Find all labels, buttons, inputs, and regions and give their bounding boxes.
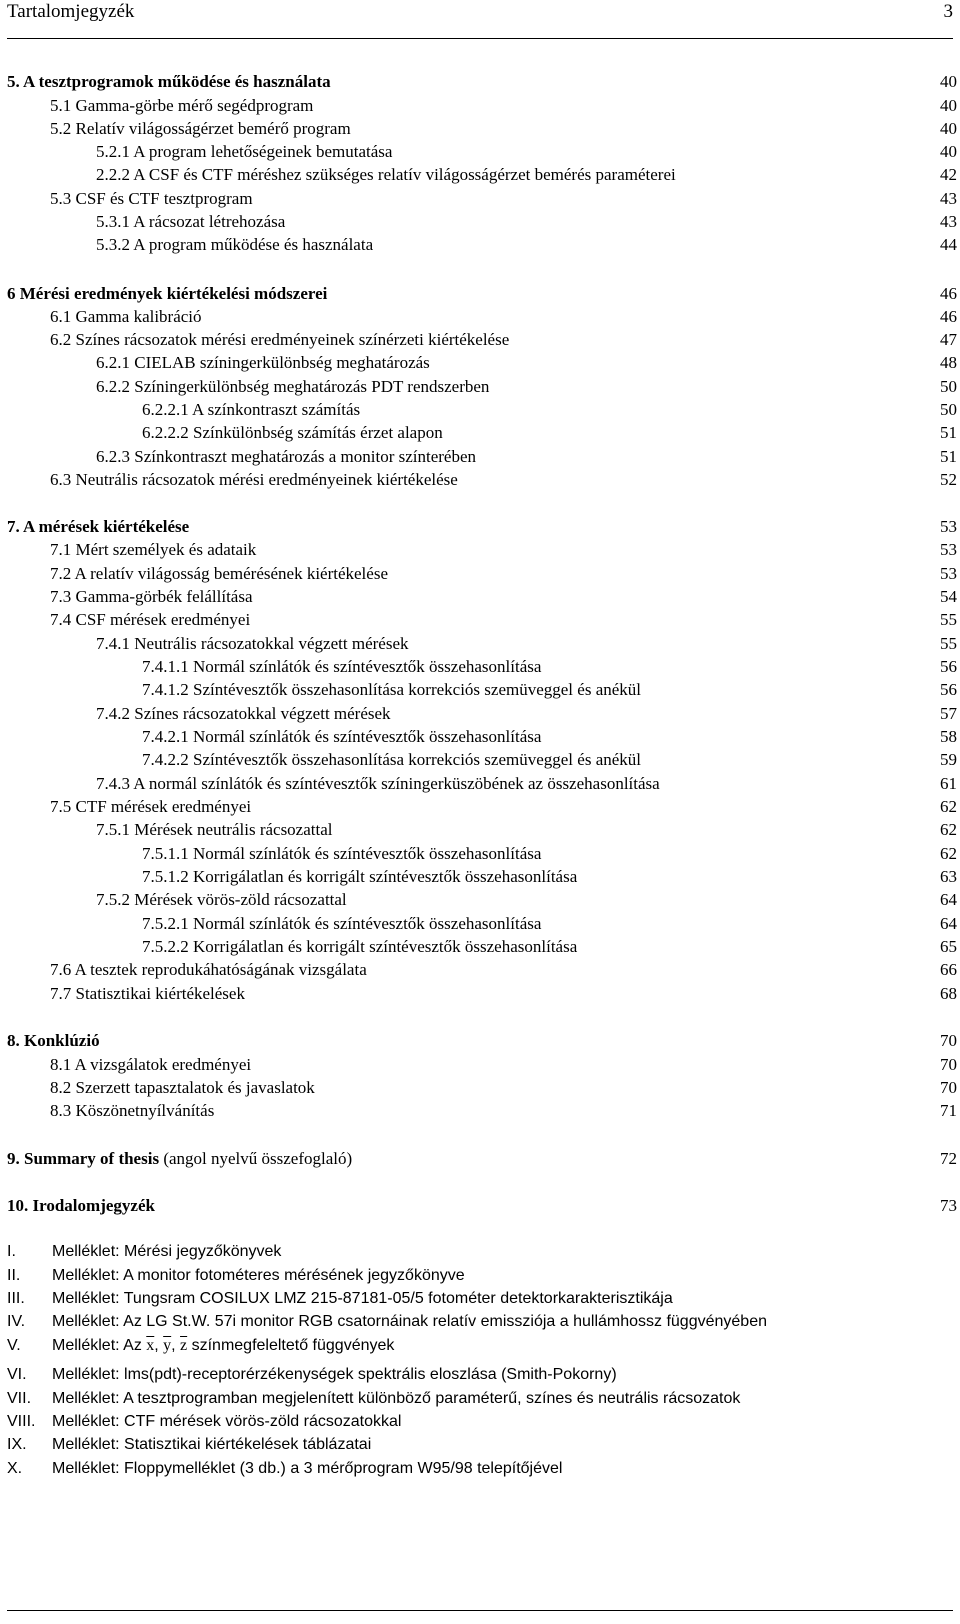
toc-entry — [0, 233, 960, 256]
toc-entry-label — [142, 678, 641, 701]
toc-entry-label — [96, 233, 373, 256]
zbar-symbol: $\overline{z}$ — [180, 1337, 188, 1354]
toc-entry-title: 6.1 Gamma kalibráció — [50, 307, 202, 326]
toc-entry-page: 50 — [940, 400, 957, 419]
toc-entry-label — [50, 562, 388, 585]
appendix-text: Melléklet: Az LG St.W. 57i monitor RGB csatornáinak relatív emissziója a hullámhossz függvényében — [52, 1313, 767, 1330]
toc-entry — [0, 187, 960, 210]
toc-entry-title: 7.5.1.2 Korrigálatlan és korrigált színtévesztők összehasonlítása — [142, 867, 578, 886]
toc-entry-title: 2.2.2 A CSF és CTF méréshez szükséges relatív világosságérzet bemérés paraméterei — [96, 165, 676, 184]
toc-entry — [0, 678, 960, 701]
toc-entry-label — [50, 795, 251, 818]
toc-entry-title: 5.2 Relatív világosságérzet bemérő program — [50, 119, 351, 138]
toc-entry-title: 8.3 Köszönetnyílvánítás — [50, 1101, 215, 1120]
toc-entry-title: 6.2 Színes rácsozatok mérési eredményeinek színérzeti kiértékelése — [50, 330, 510, 349]
toc-entry-page: 57 — [940, 704, 957, 723]
toc-entry-label — [96, 210, 285, 233]
toc-entry-page: 40 — [940, 119, 957, 138]
toc-entry-page: 51 — [940, 447, 957, 466]
toc-entry — [0, 398, 960, 421]
toc-entry — [0, 445, 960, 468]
appendix-text: Melléklet: Statisztikai kiértékelések táblázatai — [52, 1436, 372, 1453]
toc-entry — [0, 935, 960, 958]
toc-entry-page: 50 — [940, 377, 957, 396]
toc-entry-page: 56 — [940, 657, 957, 676]
toc-entry-page: 68 — [940, 984, 957, 1003]
toc-entry-title: 7.5.1.1 Normál színlátók és színtévesztők összehasonlítása — [142, 844, 542, 863]
toc-entry — [0, 818, 960, 841]
toc-entry-title: 6.3 Neutrális rácsozatok mérési eredményeinek kiértékelése — [50, 470, 458, 489]
toc-entry — [0, 70, 960, 93]
toc-entry-label — [96, 888, 347, 911]
toc-entry-page: 40 — [940, 72, 957, 91]
toc-entry-page: 42 — [940, 165, 957, 184]
toc-entry-label — [7, 515, 189, 538]
toc-entry-page: 51 — [940, 423, 957, 442]
toc-entry — [0, 865, 960, 888]
toc-entry-label — [50, 538, 256, 561]
toc-entry — [0, 1147, 960, 1170]
toc-entry-page: 66 — [940, 960, 957, 979]
toc-entry — [0, 210, 960, 233]
toc-entry-label — [50, 585, 253, 608]
appendix-item — [0, 1310, 960, 1333]
toc-entry-label — [50, 958, 367, 981]
footer-rule — [7, 1610, 953, 1611]
toc-entry — [0, 375, 960, 398]
symbol-separator: , — [171, 1337, 181, 1354]
toc-entry-page: 43 — [940, 212, 957, 231]
toc-entry-label — [142, 865, 577, 888]
toc-entry-label — [142, 842, 541, 865]
toc-entry-label — [96, 772, 660, 795]
toc-entry-title: 7.5.2.2 Korrigálatlan és korrigált színtévesztők összehasonlítása — [142, 937, 578, 956]
toc-entry-page: 48 — [940, 353, 957, 372]
toc-entry-title: 7. A mérések kiértékelése — [7, 517, 190, 536]
toc-entry — [0, 725, 960, 748]
toc-entry — [0, 772, 960, 795]
toc-entry-page: 62 — [940, 820, 957, 839]
appendix-item — [0, 1287, 960, 1310]
appendix-text: Melléklet: CTF mérések vörös-zöld rácsozatokkal — [52, 1413, 402, 1430]
toc-entry — [0, 888, 960, 911]
appendix-number: IX. — [7, 1436, 27, 1453]
toc-entry — [0, 1029, 960, 1052]
appendix-text: Melléklet: A tesztprogramban megjelenített különböző paraméterű, színes és neutrális rácsozatok — [52, 1390, 741, 1407]
toc-entry-page: 70 — [940, 1055, 957, 1074]
toc-entry-label — [50, 117, 351, 140]
toc-entry-page: 62 — [940, 797, 957, 816]
toc-entry-label — [96, 375, 489, 398]
toc-entry-page: 55 — [940, 634, 957, 653]
toc-entry — [0, 1053, 960, 1076]
toc-entry-label — [96, 445, 476, 468]
toc-entry-title: 5.1 Gamma-görbe mérő segédprogram — [50, 96, 314, 115]
toc-entry-label — [50, 608, 250, 631]
toc-entry-page: 47 — [940, 330, 957, 349]
toc-entry-label — [50, 305, 202, 328]
toc-entry-label — [7, 282, 327, 305]
toc-entry-title: 7.4.2.1 Normál színlátók és színtévesztők összehasonlítása — [142, 727, 542, 746]
toc-entry-page: 44 — [940, 235, 957, 254]
toc-entry-title: 7.2 A relatív világosság bemérésének kiértékelése — [50, 564, 388, 583]
toc-entry — [0, 585, 960, 608]
toc-entry-title: 7.4.1.2 Színtévesztők összehasonlítása korrekciós szemüveggel és anékül — [142, 680, 642, 699]
toc-entry-title: 8.2 Szerzett tapasztalatok és javaslatok — [50, 1078, 315, 1097]
toc-entry-label — [50, 468, 458, 491]
toc-entry-title: 7.4.2 Színes rácsozatokkal végzett mérések — [96, 704, 391, 723]
toc-entry-title: 5.2.1 A program lehetőségeinek bemutatása — [96, 142, 393, 161]
toc-entry-page: 40 — [940, 96, 957, 115]
appendix-text: Melléklet: Mérési jegyzőkönyvek — [52, 1243, 282, 1260]
toc-entry-label — [142, 935, 577, 958]
toc-entry — [0, 608, 960, 631]
toc-entry-title: 6.2.2 Színingerkülönbség meghatározás PDT rendszerben — [96, 377, 490, 396]
toc-entry-page: 70 — [940, 1078, 957, 1097]
appendix-item — [0, 1387, 960, 1410]
header-rule — [7, 38, 953, 39]
toc-entry — [0, 282, 960, 305]
toc-entry-page: 53 — [940, 564, 957, 583]
toc-entry-title: 7.5.2.1 Normál színlátók és színtévesztők összehasonlítása — [142, 914, 542, 933]
toc-entry-title: 6 Mérési eredmények kiértékelési módszerei — [7, 284, 328, 303]
toc-entry-page: 46 — [940, 307, 957, 326]
toc-entry-title: 7.4.2.2 Színtévesztők összehasonlítása korrekciós szemüveggel és anékül — [142, 750, 642, 769]
toc-entry — [0, 94, 960, 117]
toc-entry — [0, 912, 960, 935]
toc-entry-title: 10. Irodalomjegyzék — [7, 1196, 155, 1215]
toc-entry — [0, 538, 960, 561]
toc-entry-page: 62 — [940, 844, 957, 863]
toc-entry-title: 9. Summary of thesis — [7, 1149, 160, 1168]
appendix-item — [0, 1363, 960, 1386]
toc-entry — [0, 632, 960, 655]
toc-entry — [0, 117, 960, 140]
toc-entry-label — [142, 398, 360, 421]
toc-entry — [0, 421, 960, 444]
toc-entry-label — [96, 702, 391, 725]
toc-entry-page: 63 — [940, 867, 957, 886]
toc-entry-label — [7, 70, 331, 93]
appendix-item — [0, 1410, 960, 1433]
toc-entry — [0, 795, 960, 818]
toc-entry-title: 7.3 Gamma-görbék felállítása — [50, 587, 253, 606]
toc-entry-label — [96, 140, 392, 163]
toc-entry — [0, 982, 960, 1005]
toc-entry-label — [50, 1076, 315, 1099]
toc-entry-suffix: (angol nyelvű összefoglaló) — [159, 1149, 353, 1168]
toc-entry-page: 61 — [940, 774, 957, 793]
toc-entry-page: 72 — [940, 1149, 957, 1168]
header-title: Tartalomjegyzék — [7, 1, 135, 22]
toc-entry — [0, 842, 960, 865]
appendix-item — [0, 1457, 960, 1480]
appendix-number: I. — [7, 1243, 16, 1260]
toc-entry-title: 7.4.1 Neutrális rácsozatokkal végzett mérések — [96, 634, 409, 653]
toc-entry-label — [96, 351, 430, 374]
toc-entry-label — [142, 748, 641, 771]
toc-entry-title: 7.6 A tesztek reprodukáhatóságának vizsgálata — [50, 960, 367, 979]
toc-entry — [0, 468, 960, 491]
appendix-item — [0, 1264, 960, 1287]
toc-entry — [0, 305, 960, 328]
appendix-item — [0, 1240, 960, 1263]
appendix-number: VII. — [7, 1390, 32, 1407]
toc-entry — [0, 140, 960, 163]
toc-entry-page: 55 — [940, 610, 957, 629]
toc-entry-title: 7.5.1 Mérések neutrális rácsozattal — [96, 820, 333, 839]
toc-entry-title: 8. Konklúzió — [7, 1031, 100, 1050]
toc-entry-label — [50, 1053, 251, 1076]
symbol-separator: , — [154, 1337, 164, 1354]
header-page-number: 3 — [943, 1, 953, 22]
toc-entry-title: 7.4.1.1 Normál színlátók és színtévesztők összehasonlítása — [142, 657, 542, 676]
toc-entry — [0, 655, 960, 678]
page-header — [7, 0, 953, 24]
appendix-number: IV. — [7, 1313, 26, 1330]
toc-entry-title: 8.1 A vizsgálatok eredményei — [50, 1055, 252, 1074]
toc-entry-page: 64 — [940, 914, 957, 933]
appendix-number: II. — [7, 1267, 21, 1284]
appendix-item — [0, 1433, 960, 1456]
toc-entry-page: 65 — [940, 937, 957, 956]
appendix-number: III. — [7, 1290, 25, 1307]
toc-entry-title: 7.7 Statisztikai kiértékelések — [50, 984, 245, 1003]
toc-entry-page: 73 — [940, 1196, 957, 1215]
toc-entry-title: 5.3.1 A rácsozat létrehozása — [96, 212, 286, 231]
toc-entry-page: 52 — [940, 470, 957, 489]
toc-entry — [0, 562, 960, 585]
toc-entry-label — [50, 982, 245, 1005]
toc-entry-page: 46 — [940, 284, 957, 303]
toc-entry-title: 7.4.3 A normál színlátók és színtévesztők színingerküszöbének az összehasonlítása — [96, 774, 660, 793]
toc-entry-page: 40 — [940, 142, 957, 161]
toc-entry — [0, 1194, 960, 1217]
toc-entry-title: 5.3.2 A program működése és használata — [96, 235, 374, 254]
toc-entry-page: 56 — [940, 680, 957, 699]
appendix-number: VI. — [7, 1366, 27, 1383]
toc-entry-label — [50, 94, 313, 117]
toc-entry-title: 5. A tesztprogramok működése és használata — [7, 72, 331, 91]
toc-entry — [0, 351, 960, 374]
toc-entry — [0, 515, 960, 538]
appendix-text-after: színmegfeleltető függvények — [187, 1337, 395, 1354]
appendix-text-before: Melléklet: Az — [52, 1337, 147, 1354]
appendix-text: Melléklet: Floppymelléklet (3 db.) a 3 mérőprogram W95/98 telepítőjével — [52, 1460, 563, 1477]
toc-entry-label — [142, 421, 443, 444]
toc-entry-label — [96, 163, 676, 186]
toc-entry — [0, 702, 960, 725]
toc-entry-label — [96, 818, 333, 841]
toc-entry-title: 6.2.1 CIELAB színingerkülönbség meghatározás — [96, 353, 430, 372]
xbar-symbol: $\overline{x}$ — [146, 1337, 155, 1354]
appendix-text: Melléklet: A monitor fotométeres mérésének jegyzőkönyve — [52, 1267, 465, 1284]
toc-entry-title: 7.4 CSF mérések eredményei — [50, 610, 251, 629]
toc-entry-page: 64 — [940, 890, 957, 909]
toc-entry-title: 7.1 Mért személyek és adataik — [50, 540, 257, 559]
toc-entry-title: 7.5.2 Mérések vörös-zöld rácsozattal — [96, 890, 347, 909]
toc-entry-page: 53 — [940, 540, 957, 559]
appendix-text — [52, 1334, 394, 1357]
toc-entry-label — [50, 1099, 214, 1122]
toc-entry-title: 6.2.2.1 A színkontraszt számítás — [142, 400, 361, 419]
toc-entry-label — [142, 912, 541, 935]
toc-entry-page: 59 — [940, 750, 957, 769]
toc-entry-label — [50, 187, 253, 210]
appendix-number: VIII. — [7, 1413, 36, 1430]
toc-entry-title: 6.2.2.2 Színkülönbség számítás érzet alapon — [142, 423, 443, 442]
toc-entry — [0, 748, 960, 771]
toc-entry — [0, 328, 960, 351]
toc-entry-title: 7.5 CTF mérések eredményei — [50, 797, 252, 816]
toc-entry-label — [96, 632, 408, 655]
toc-entry-page: 53 — [940, 517, 957, 536]
toc-entry — [0, 1099, 960, 1122]
appendix-item — [0, 1334, 960, 1357]
toc-entry-title: 6.2.3 Színkontraszt meghatározás a monitor színterében — [96, 447, 477, 466]
toc-entry-label — [142, 725, 541, 748]
appendix-text: Melléklet: lms(pdt)-receptorérzékenységek spektrális eloszlása (Smith-Pokorny) — [52, 1366, 617, 1383]
toc-entry-page: 58 — [940, 727, 957, 746]
toc-entry-label — [7, 1029, 100, 1052]
toc-entry-page: 54 — [940, 587, 957, 606]
toc-entry-title: 5.3 CSF és CTF tesztprogram — [50, 189, 253, 208]
ybar-symbol: $\overline{y}$ — [163, 1337, 172, 1354]
toc-entry-label — [7, 1194, 155, 1217]
toc-entry-label — [50, 328, 509, 351]
toc-entry — [0, 958, 960, 981]
toc-entry-label — [7, 1147, 352, 1170]
toc-entry — [0, 163, 960, 186]
appendix-number: V. — [7, 1337, 21, 1354]
toc-entry-page: 70 — [940, 1031, 957, 1050]
toc-entry-label — [142, 655, 541, 678]
toc-entry — [0, 1076, 960, 1099]
toc-entry-page: 43 — [940, 189, 957, 208]
toc-entry-page: 71 — [940, 1101, 957, 1120]
appendix-number: X. — [7, 1460, 23, 1477]
appendix-text: Melléklet: Tungsram COSILUX LMZ 215-87181-05/5 fotométer detektorkarakterisztikája — [52, 1290, 673, 1307]
